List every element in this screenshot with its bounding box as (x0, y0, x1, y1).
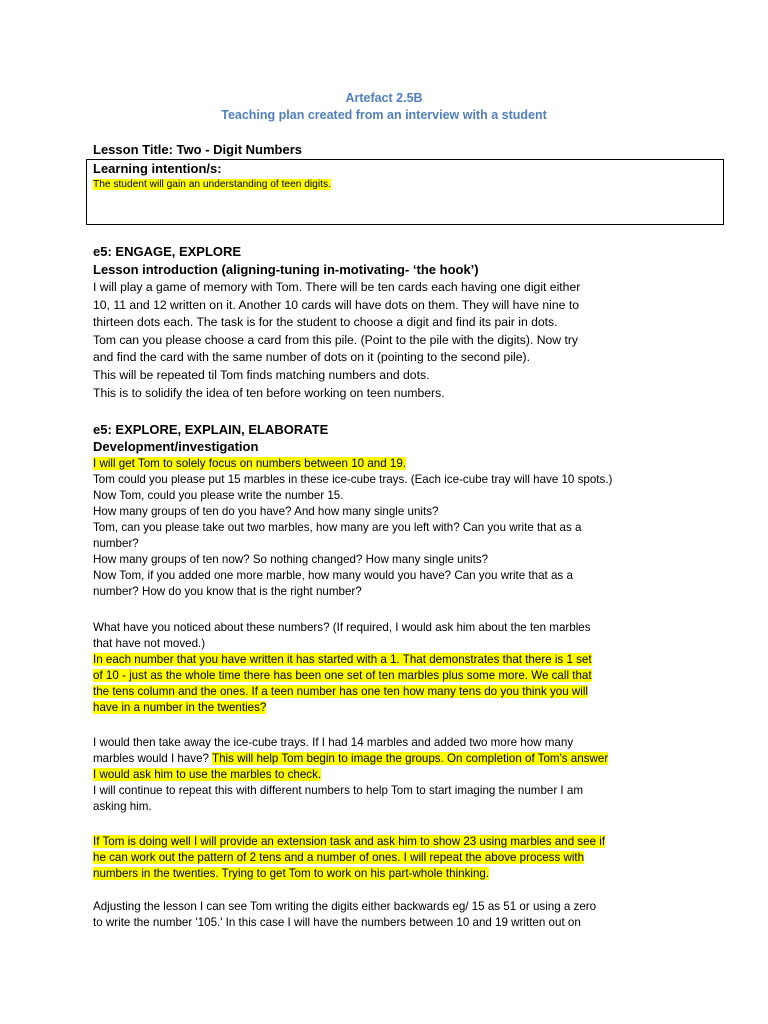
learning-intention-text: The student will gain an understanding of teen digits. (93, 179, 331, 190)
learning-intention-heading: Learning intention/s: (93, 161, 222, 176)
adjusting-paragraph: Adjusting the lesson I can see Tom writing the digits either backwards eg/ 15 as 51 or using a zero to write the number '105.' In this case I will have the numbers between 10 and 19 written out on (93, 900, 597, 929)
explore-focus-line: I will get Tom to solely focus on numbers between 10 and 19. (93, 457, 406, 470)
explore-paragraph: Tom could you please put 15 marbles in these ice-cube trays. (Each ice-cube tray will have 10 spots.) Now Tom, could you please write the number 15. How many groups of ten do you have? And how many single units? Tom, can you please take out two marbles, how many are you left with? Can you write that as a number? How many groups of ten now? So nothing changed? How many single units? Now Tom, if you added one more marble, how many would you have? Can you write that as a number? How do you know that is the right number? (93, 473, 613, 598)
noticed-paragraph: What have you noticed about these numbers? (If required, I would ask him about the ten marbles that have not moved.) In each number that you have written it has started with a 1. That demonstrates that there is 1 set of 10 - just as the whole time there has been one set of ten marbles plus some more. We call that the tens column and the ones. If a teen number has one ten how many tens do you think you will have in a number in the twenties? (93, 621, 592, 714)
icecube-paragraph: I would then take away the ice-cube trays. If I had 14 marbles and added two more how many marbles would I have? This will help Tom begin to image the groups. On completion of Tom's answer I would ask him to use the marbles to check. I will continue to repeat this with different numbers to help Tom to start imaging the number I am asking him. (93, 736, 609, 813)
explore-heading: e5: EXPLORE, EXPLAIN, ELABORATE (93, 422, 329, 437)
engage-paragraph: I will play a game of memory with Tom. There will be ten cards each having one digit either 10, 11 and 12 written on it. Another 10 cards will have dots on them. They will have nine to thirteen dots each. The task is for the student to choose a digit and find its pair in dots. Tom can you please choose a card from this pile. (Point to the pile with the digits). Now try and find the card with the same number of dots on it (pointing to the second pile). This will be repeated til Tom finds matching numbers and dots. This is to solidify the idea of ten before working on teen numbers. (93, 280, 581, 400)
extension-paragraph: If Tom is doing well I will provide an extension task and ask him to show 23 using marbles and see if he can work out the pattern of 2 tens and a number of ones. I will repeat the above process with numbers in the twenties. Trying to get Tom to work on his part-whole thinking. (93, 835, 606, 880)
lesson-title: Lesson Title: Two - Digit Numbers (93, 142, 302, 157)
engage-subheading: Lesson introduction (aligning-tuning in-motivating- ‘the hook’) (93, 262, 479, 277)
document-subtitle: Teaching plan created from an interview with a student (221, 108, 547, 122)
explore-subheading: Development/investigation (93, 439, 259, 454)
engage-heading: e5: ENGAGE, EXPLORE (93, 244, 242, 259)
artefact-heading: Artefact 2.5B (345, 91, 423, 105)
